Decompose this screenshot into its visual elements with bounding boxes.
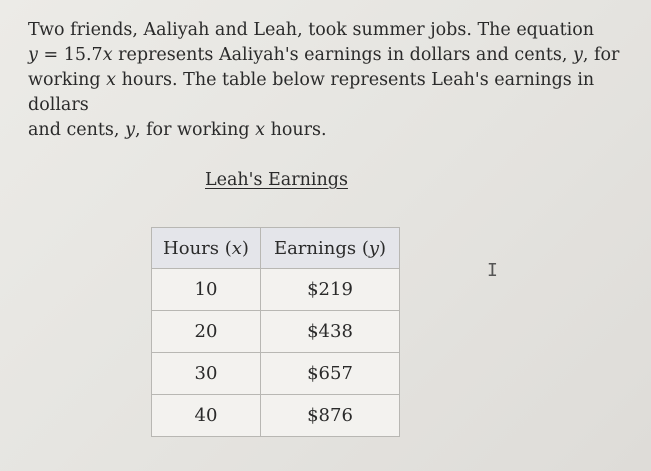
equation-var-y: y [28, 45, 38, 65]
var-x: x [106, 70, 117, 90]
problem-line-3: hours. The table below represents Leah's earnings in dollars [28, 70, 595, 115]
header-hours-var: x [231, 237, 242, 259]
header-earnings [261, 228, 400, 269]
problem-statement [28, 18, 628, 143]
var-x-2: x [255, 120, 266, 140]
problem-line-3-start: working [28, 70, 101, 90]
header-earnings-var: y [368, 237, 380, 259]
table-row [152, 311, 400, 353]
earnings-table [151, 227, 400, 437]
problem-line-1: Two friends, Aaliyah and Leah, took summer jobs. The equation [28, 20, 595, 40]
problem-line-2-end: , for [582, 45, 620, 65]
problem-line-2: represents Aaliyah's earnings in dollars and cents, [118, 45, 568, 65]
header-hours-label: Hours ( [163, 237, 232, 259]
var-y-2: y [125, 120, 135, 140]
equation-var-x: x [102, 45, 113, 65]
table-row [152, 353, 400, 395]
cell-earnings: $657 [261, 353, 400, 395]
header-earnings-close: ) [379, 237, 387, 259]
table-row [152, 395, 400, 437]
cell-hours: 10 [152, 269, 261, 311]
header-hours [152, 228, 261, 269]
cell-earnings: $219 [261, 269, 400, 311]
cell-earnings: $438 [261, 311, 400, 353]
var-y: y [572, 45, 583, 65]
problem-area [28, 18, 628, 143]
cell-hours: 30 [152, 353, 261, 395]
table-row [152, 269, 400, 311]
cell-earnings: $876 [261, 395, 400, 437]
cell-hours: 40 [152, 395, 261, 437]
problem-line-4-mid: , for working [134, 120, 250, 140]
problem-line-4-end: hours. [270, 120, 327, 140]
header-earnings-label: Earnings ( [273, 237, 369, 259]
equation-equals: = [43, 45, 59, 65]
problem-line-4-start: and cents, [28, 120, 120, 140]
header-hours-close: ) [241, 237, 249, 259]
cell-hours: 20 [152, 311, 261, 353]
equation-coefficient: 15.7 [63, 45, 103, 65]
text-cursor-icon: I [487, 260, 498, 281]
table-header-row [152, 228, 400, 269]
table-title: Leah's Earnings [205, 170, 348, 190]
